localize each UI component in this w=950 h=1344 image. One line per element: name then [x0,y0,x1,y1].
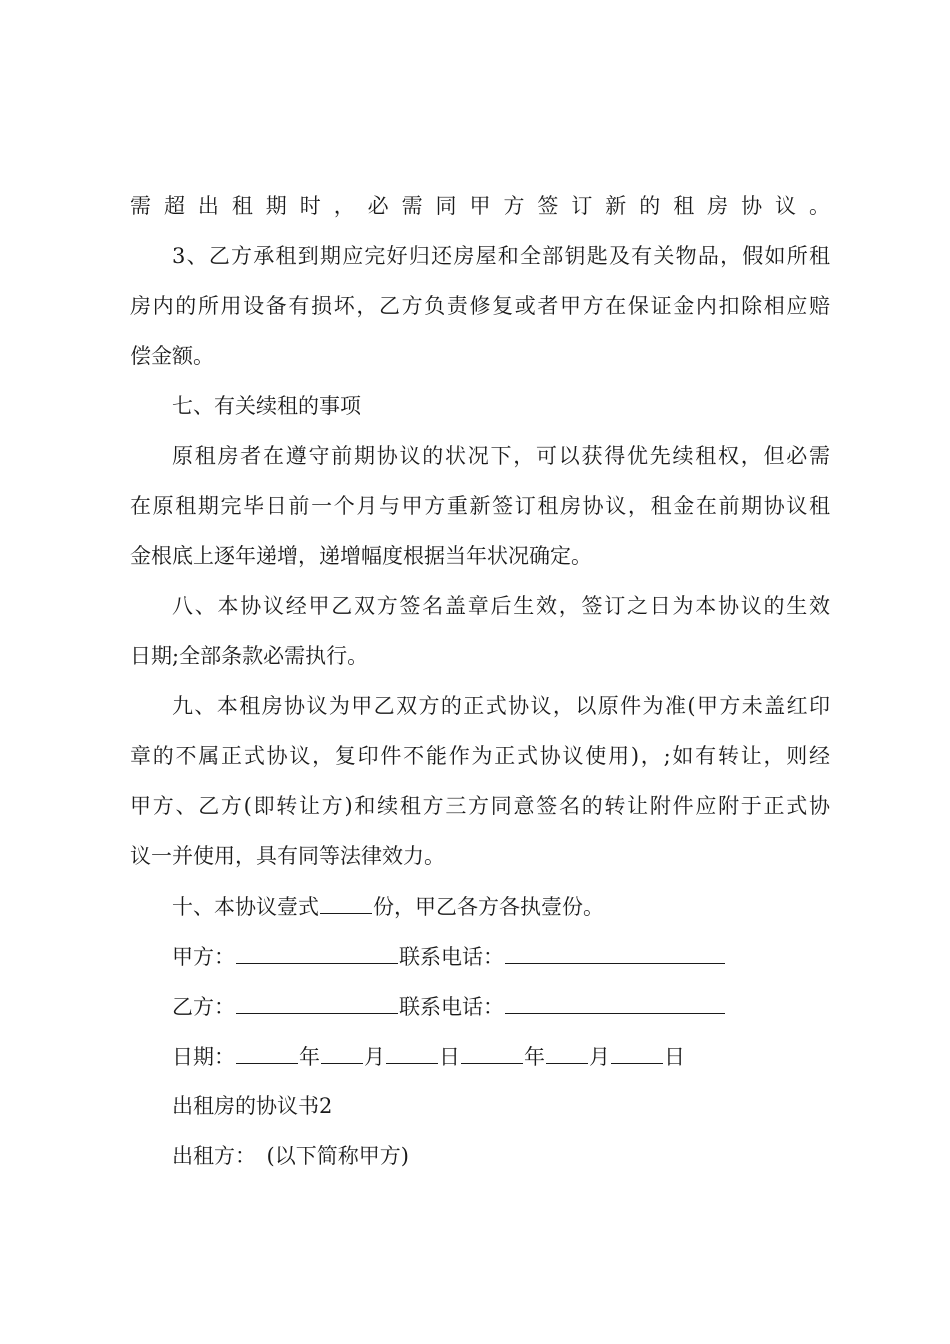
paragraph-line: 需超出租期时，必需同甲方签订新的租房协议。 [130,194,830,218]
copies-blank[interactable] [320,893,372,914]
party-b-phone-label: 联系电话： [399,995,504,1019]
year-label: 年 [299,1045,320,1069]
month-label: 月 [589,1045,610,1069]
party-b-line [172,993,726,1019]
month-blank-2[interactable] [546,1043,588,1064]
day-blank-1[interactable] [386,1043,438,1064]
party-b-label: 乙方： [172,995,235,1019]
month-blank-1[interactable] [321,1043,363,1064]
year-blank-2[interactable] [461,1043,523,1064]
paragraph-line: 3、乙方承租到期应完好归还房屋和全部钥匙及有关物品，假如所租 [172,244,830,268]
paragraph-line: 章的不属正式协议，复印件不能作为正式协议使用)，;如有转让，则经 [130,744,830,768]
year-label: 年 [524,1045,545,1069]
copies-suffix: 份，甲乙各方各执壹份。 [373,895,604,919]
paragraph-line: 八、本协议经甲乙双方签名盖章后生效，签订之日为本协议的生效 [172,594,830,618]
paragraph-line: 金根底上逐年递增，递增幅度根据当年状况确定。 [130,544,592,568]
paragraph-line: 房内的所用设备有损坏，乙方负责修复或者甲方在保证金内扣除相应赔 [130,294,830,318]
paragraph-line: 甲方、乙方(即转让方)和续租方三方同意签名的转让附件应附于正式协 [130,794,830,818]
paragraph-line: 偿金额。 [130,344,214,368]
paragraph-line: 日期;全部条款必需执行。 [130,644,369,668]
day-blank-2[interactable] [611,1043,663,1064]
paragraph-line: 九、本租房协议为甲乙双方的正式协议，以原件为准(甲方未盖红印 [172,694,830,718]
party-a-line [172,943,726,969]
party-a-label: 甲方： [172,945,235,969]
party-a-phone-label: 联系电话： [399,945,504,969]
paragraph-line: 议一并使用，具有同等法律效力。 [130,844,445,868]
copies-clause [172,893,604,919]
party-a-phone-blank[interactable] [505,943,725,964]
year-blank-1[interactable] [236,1043,298,1064]
day-label: 日 [439,1045,460,1069]
date-line [172,1043,685,1069]
date-label: 日期： [172,1045,235,1069]
day-label: 日 [664,1045,685,1069]
lessor-line: 出租方： (以下简称甲方) [172,1144,409,1168]
month-label: 月 [364,1045,385,1069]
party-a-name-blank[interactable] [236,943,398,964]
paragraph-line: 在原租期完毕日前一个月与甲方重新签订租房协议，租金在前期协议租 [130,494,830,518]
section-title: 出租房的协议书2 [172,1094,333,1118]
paragraph-line: 原租房者在遵守前期协议的状况下，可以获得优先续租权，但必需 [172,444,830,468]
section-heading: 七、有关续租的事项 [172,394,361,418]
party-b-phone-blank[interactable] [505,993,725,1014]
party-b-name-blank[interactable] [236,993,398,1014]
copies-prefix: 十、本协议壹式 [172,895,319,919]
